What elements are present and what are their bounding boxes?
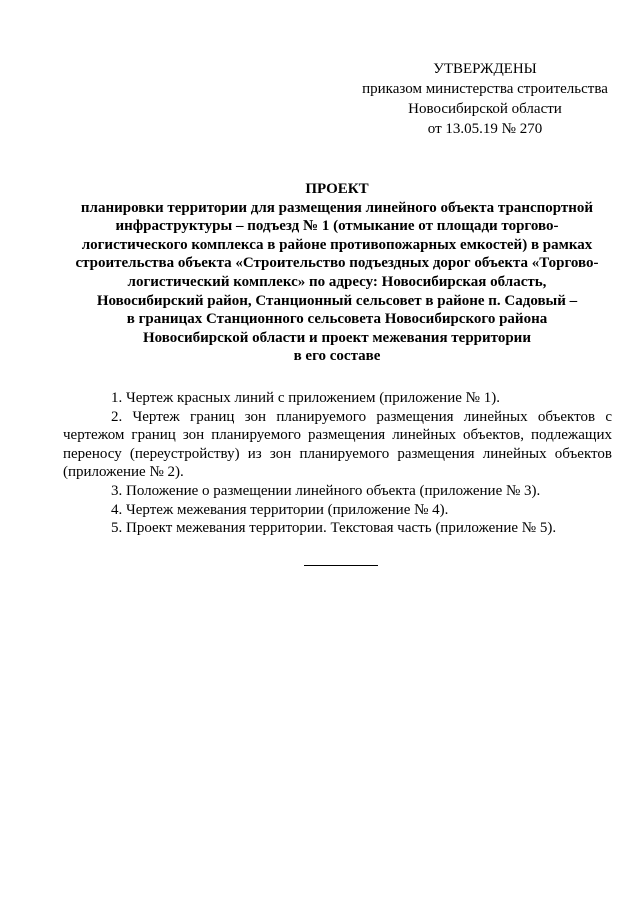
title-line: логистического комплекса в районе противопожарных емкостей) в рамках xyxy=(81,236,593,253)
list-item-text: 3. Положение о размещении линейного объекта (приложение № 3). xyxy=(111,482,541,499)
list-item-text: 5. Проект межевания территории. Текстовая часть (приложение № 5). xyxy=(111,520,557,537)
list-item-text: 2. Чертеж границ зон планируемого размещения линейных объектов с xyxy=(111,408,612,425)
approval-heading: УТВЕРЖДЕНЫ xyxy=(433,61,537,77)
closing-rule xyxy=(304,565,378,566)
title-line: инфраструктуры – подъезд № 1 (отмыкание от площади торгово- xyxy=(115,218,559,235)
list-item-text: переносу (переустройству) из зон планируемого размещения линейных объектов xyxy=(63,445,612,462)
title-line: планировки территории для размещения линейного объекта транспортной xyxy=(80,199,594,216)
approval-stamp xyxy=(355,59,615,139)
title-line: в границах Станционного сельсовета Новосибирского района xyxy=(126,311,548,328)
list-item-3 xyxy=(63,482,612,501)
list-item-2 xyxy=(63,408,612,482)
document-title xyxy=(62,180,612,366)
contents-list xyxy=(63,389,612,538)
title-line: в его составе xyxy=(293,348,381,365)
list-item-text: 4. Чертеж межевания территории (приложение № 4). xyxy=(111,501,449,518)
title-line: логистический комплекс» по адресу: Новосибирская область, xyxy=(127,273,547,290)
title-line: Новосибирский район, Станционный сельсовет в районе п. Садовый – xyxy=(96,292,578,309)
list-item-4 xyxy=(63,501,612,520)
list-item-1 xyxy=(63,389,612,408)
approval-order: приказом министерства строительства xyxy=(362,81,608,97)
list-item-text: (приложение № 2). xyxy=(63,464,184,481)
title-heading: ПРОЕКТ xyxy=(305,181,369,197)
approval-region: Новосибирской области xyxy=(408,101,562,117)
title-line: строительства объекта «Строительство подъездных дорог объекта «Торгово- xyxy=(75,255,599,272)
approval-date-number: от 13.05.19 № 270 xyxy=(427,121,543,137)
list-item-text: чертежом границ зон планируемого размещения линейных объектов, подлежащих xyxy=(63,427,612,444)
list-item-5 xyxy=(63,519,612,538)
title-line: Новосибирской области и проект межевания территории xyxy=(143,329,531,346)
list-item-text: 1. Чертеж красных линий с приложением (приложение № 1). xyxy=(111,390,500,406)
